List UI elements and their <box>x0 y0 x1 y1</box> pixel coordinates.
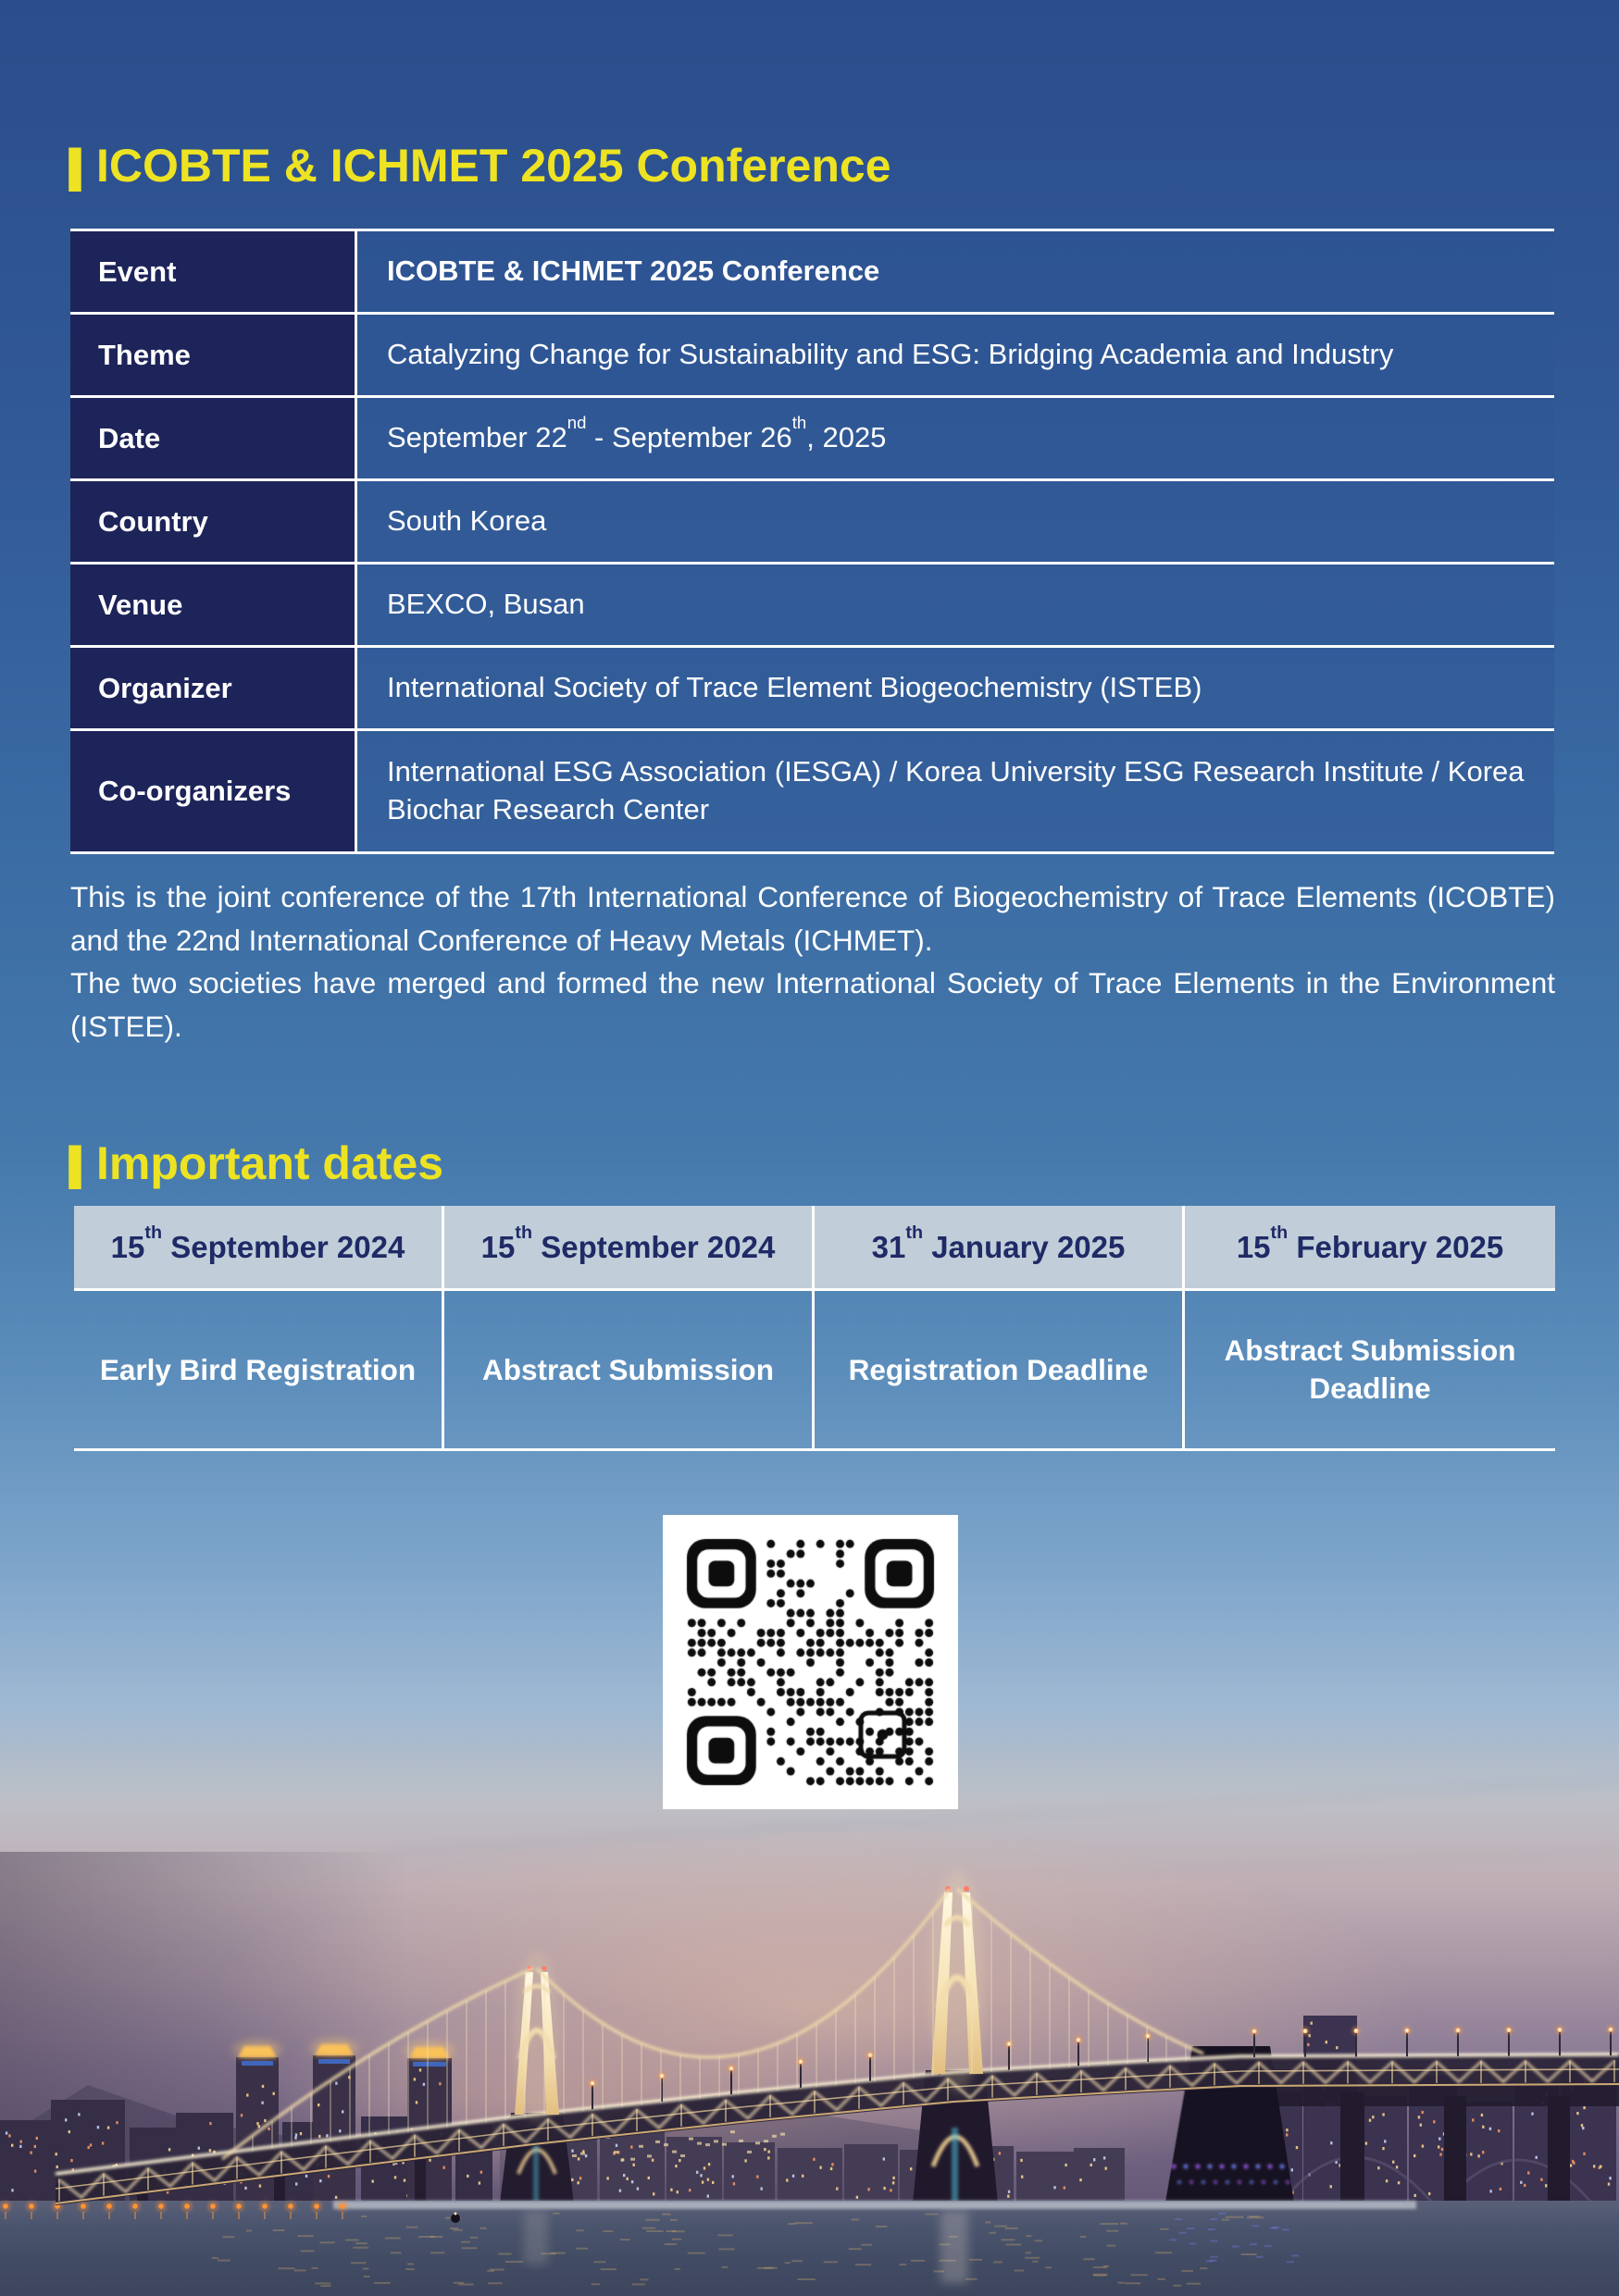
row-label: Date <box>70 398 357 478</box>
date-label-registration-deadline: Registration Deadline <box>815 1291 1185 1448</box>
row-value: September 22nd - September 26th, 2025 <box>387 413 887 454</box>
intro-paragraph-2: The two societies have merged and formed the new International Society of Trace Elements in the Environment (ISTEE). <box>70 966 1555 1043</box>
row-value: Catalyzing Change for Sustainability and ESG: Bridging Academia and Industry <box>387 338 1394 371</box>
dates-header-row <box>74 1206 1555 1291</box>
dates-label-row <box>74 1291 1555 1448</box>
date-label-abstract-submission: Abstract Submission <box>444 1291 815 1448</box>
table-row-event <box>70 231 1554 315</box>
important-dates-table <box>74 1206 1555 1451</box>
intro-text <box>70 875 1555 1048</box>
date-label-early-bird: Early Bird Registration <box>74 1291 444 1448</box>
table-row-country <box>70 481 1554 565</box>
row-label: Theme <box>70 315 357 395</box>
title-bar-icon: | <box>61 140 89 192</box>
row-value: ICOBTE & ICHMET 2025 Conference <box>387 254 880 288</box>
row-label: Event <box>70 231 357 312</box>
table-row-organizer <box>70 648 1554 731</box>
row-label: Organizer <box>70 648 357 728</box>
row-value: International ESG Association (IESGA) / Korea University ESG Research Institute / Korea Biochar Research Center <box>387 755 1525 825</box>
date-label-abstract-deadline: Abstract Submission Deadline <box>1224 1334 1516 1405</box>
table-row-theme <box>70 315 1554 398</box>
row-label: Venue <box>70 565 357 645</box>
date-header-abstract-deadline: 15th February 2025 <box>1185 1206 1555 1288</box>
row-label: Country <box>70 481 357 562</box>
row-value: BEXCO, Busan <box>387 588 585 621</box>
date-header-abstract-submission: 15th September 2024 <box>444 1206 815 1288</box>
row-label: Co-organizers <box>70 731 357 851</box>
conference-info-table <box>70 229 1554 854</box>
title-bar-icon: | <box>61 1137 89 1189</box>
intro-paragraph-1: This is the joint conference of the 17th International Conference of Biogeochemistry of Trace Elements (ICOBTE) and the 22nd International Conference of Heavy Metals (ICHMET). <box>70 880 1555 957</box>
row-value: South Korea <box>387 504 547 538</box>
busan-bridge-photo <box>0 1704 1619 2296</box>
table-row-venue <box>70 565 1554 648</box>
date-header-early-bird: 15th September 2024 <box>74 1206 444 1288</box>
table-row-co-organizers <box>70 731 1554 851</box>
page-title <box>61 139 891 192</box>
table-row-date <box>70 398 1554 481</box>
page-title-text: ICOBTE & ICHMET 2025 Conference <box>96 140 891 192</box>
row-value: International Society of Trace Element Biogeochemistry (ISTEB) <box>387 671 1202 704</box>
important-dates-title-text: Important dates <box>96 1137 444 1189</box>
important-dates-title <box>61 1136 444 1190</box>
date-header-registration-deadline: 31th January 2025 <box>815 1206 1185 1288</box>
